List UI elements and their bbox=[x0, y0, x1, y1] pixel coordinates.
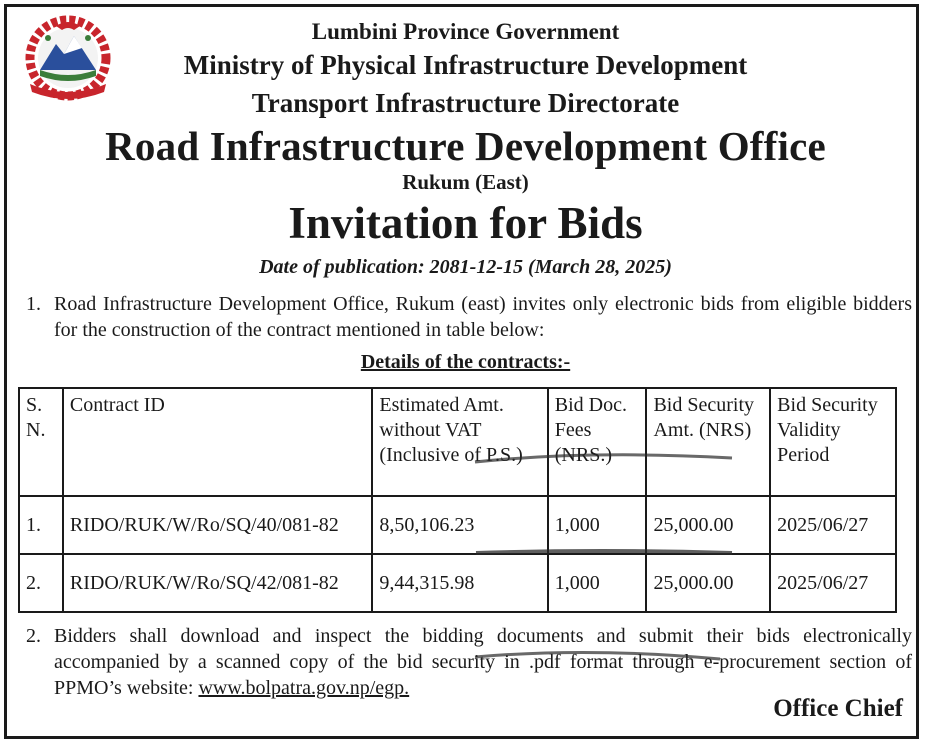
cell-bid-security-amount: 25,000.00 bbox=[646, 496, 770, 554]
ministry-heading: Ministry of Physical Infrastructure Development bbox=[183, 50, 748, 80]
table-row bbox=[19, 554, 896, 612]
office-heading: Road Infrastructure Development Office bbox=[105, 123, 826, 169]
header-bid-doc-fees: Bid Doc. Fees (NRS.) bbox=[548, 388, 647, 496]
directorate-heading: Transport Infrastructure Directorate bbox=[251, 88, 680, 118]
paragraph-body: Bidders shall download and inspect the bidding documents and submit their bids electronically accompanied by a scanned copy of the bid security in .pdf format through e-procurement section of PPMO’s website: bbox=[54, 625, 912, 699]
paragraph-text: Road Infrastructure Development Office, Rukum (east) invites only electronic bids from eligible bidders for the construction of the contract mentioned in table below: bbox=[54, 293, 912, 341]
cell-bid-security-amount: 25,000.00 bbox=[646, 554, 770, 612]
signature-office-chief: Office Chief bbox=[773, 695, 903, 722]
header-estimated-amount: Estimated Amt. without VAT (Inclusive of P.S.) bbox=[372, 388, 547, 496]
cell-sn: 1. bbox=[19, 496, 63, 554]
ppmo-website-link[interactable]: www.bolpatra.gov.np/egp. bbox=[198, 677, 410, 699]
cell-bid-doc-fees: 1,000 bbox=[548, 496, 647, 554]
cell-sn: 2. bbox=[19, 554, 63, 612]
province-government-heading: Lumbini Province Government bbox=[311, 19, 620, 44]
header-sn: S. N. bbox=[19, 388, 63, 496]
header-bid-security-amount: Bid Security Amt. (NRS) bbox=[646, 388, 770, 496]
cell-bid-doc-fees: 1,000 bbox=[548, 554, 647, 612]
paragraph-1 bbox=[26, 291, 912, 343]
paragraph-number: 1. bbox=[26, 293, 41, 315]
cell-estimated-amount: 9,44,315.98 bbox=[372, 554, 547, 612]
table-header-row bbox=[19, 388, 896, 496]
header-contract-id: Contract ID bbox=[63, 388, 373, 496]
paragraph-number: 2. bbox=[26, 625, 41, 647]
contracts-details-heading: Details of the contracts:- bbox=[360, 351, 571, 373]
notice-title: Invitation for Bids bbox=[288, 198, 643, 248]
paragraph-2 bbox=[26, 623, 912, 701]
publication-date: Date of publication: 2081-12-15 (March 28, 2025) bbox=[259, 256, 672, 278]
cell-contract-id: RIDO/RUK/W/Ro/SQ/40/081-82 bbox=[63, 496, 373, 554]
cell-contract-id: RIDO/RUK/W/Ro/SQ/42/081-82 bbox=[63, 554, 373, 612]
contracts-table bbox=[18, 387, 897, 613]
cell-validity-period: 2025/06/27 bbox=[770, 496, 896, 554]
header-validity-period: Bid Security Validity Period bbox=[770, 388, 896, 496]
cell-validity-period: 2025/06/27 bbox=[770, 554, 896, 612]
paragraph-text bbox=[54, 623, 912, 701]
office-location: Rukum (East) bbox=[402, 170, 529, 194]
table-row bbox=[19, 496, 896, 554]
cell-estimated-amount: 8,50,106.23 bbox=[372, 496, 547, 554]
